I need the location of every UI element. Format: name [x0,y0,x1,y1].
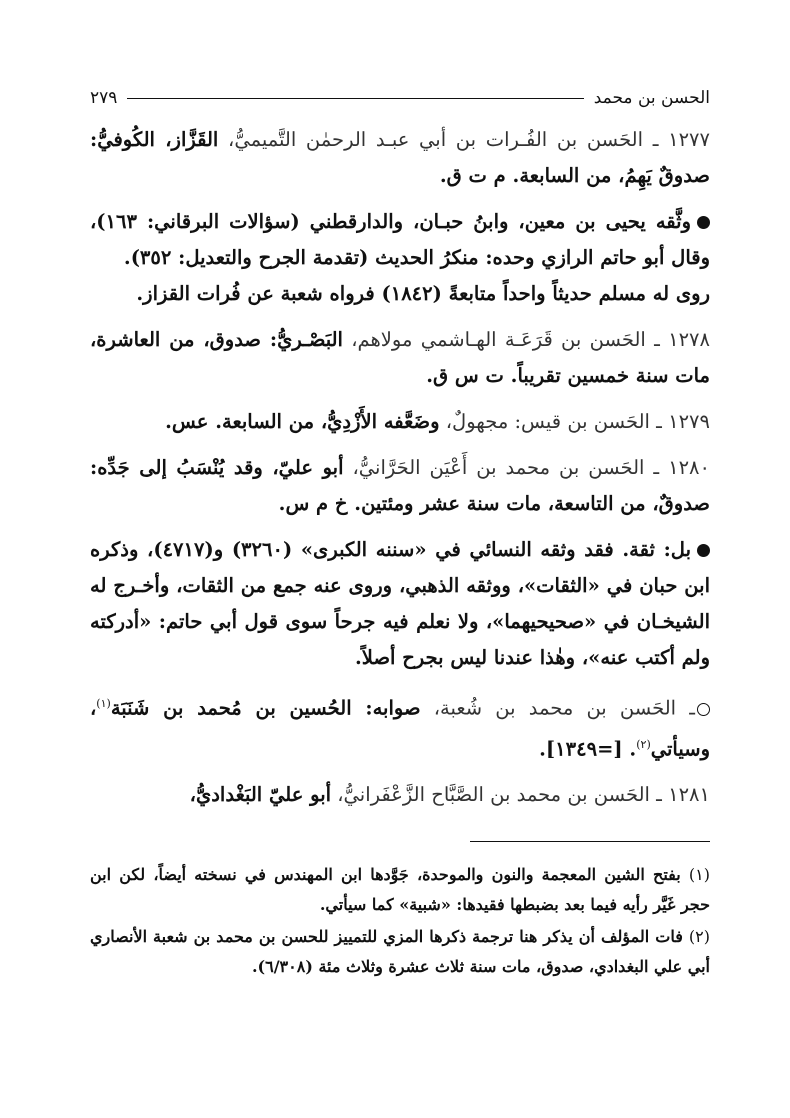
entry-1277 [90,122,710,194]
footnote-ref[interactable]: (٢) [636,737,651,751]
footnote-text: فات المؤلف أن يذكر هنا ترجمة ذكرها المزي للتمييز للحسن بن محمد بن شعبة الأنصاري أبي علي البغدادي، صدوق، مات سنة ثلاث عشرة وثلاث مئة (٦/٣٠٨). [90,927,710,976]
header-title: الحسن بن محمد [593,88,710,108]
entry-nisba: القَزَّاز، الكُوفيُّ [97,128,219,151]
comment-note: روى له مسلم حديثاً واحداً متابعةً (١٨٤٢) فرواه شعبة عن فُرات القزاز. [136,282,710,305]
entry-verdict: : صدوق، من العاشرة، مات سنة خمسين تقريباً. ت س ق. [90,328,710,387]
entry-verdict: وضَعَّفه الأَزْدِيُّ، من السابعة. عس. [165,410,440,433]
circle-icon [697,703,710,716]
comment-1280 [90,532,710,676]
entry-1280 [90,450,710,522]
entry-crossref: . [=١٣٤٩]. [539,737,637,760]
entry-shuba [90,686,710,767]
comment-text: وثَّقه يحيى بن معين، وابنُ حبـان، والدارقطني (سؤالات البرقاني: ١٦٣)، وقال أبو حاتم الرازي وحده: منكرُ الحديث (تقدمة الجرح والتعديل: ٣٥٢). [90,210,710,269]
footnote-number: (٢) [688,927,710,946]
entry-see: ، وسيأتي [90,696,710,760]
footnote-1 [90,860,710,920]
running-header [90,82,710,114]
footnote-2 [90,922,710,982]
entry-1278 [90,322,710,394]
entry-name: ـ الحَسن بن محمد بن شُعبة، [420,696,695,720]
bullet-icon [697,544,710,557]
footnote-ref[interactable]: (١) [96,697,111,710]
entry-kunya: أبو عليّ [278,456,344,479]
comment-text: بل: ثقة. فقد وثقه النسائي في «سننه الكبرى» (٣٢٦٠) و(٤٧١٧)، وذكره ابن حبان في «الثقات»، ووثقه الذهبي، وروى عنه جمع من الثقات، وأخـرج له الشيخـان في «صحيحيهما»، ولا نعلم فيه جرحاً سوى قول أبي حاتم: «أدركته ولم أكتب عنه»، وهٰذا عندنا ليس بجرح أصلاً. [90,538,710,669]
entry-kunya: أبو عليّ البَغْداديُّ، [189,783,332,806]
header-rule [127,98,583,99]
entry-correction: صوابه: الحُسين بن مُحمد بن شَنَبَة [110,696,421,720]
page [90,82,710,984]
entry-name: ١٢٧٨ ـ الحَسن بن قَرَعَـة الهـاشمي مولاهم، [342,328,710,351]
entry-verdict: : صدوقٌ يَهِمُ، من السابعة. م ت ق. [90,128,710,187]
entry-1281 [90,777,710,813]
entry-nisba: البَصْـريُّ [277,328,343,351]
entry-verdict: ، وقد يُنْسَبُ إلى جَدِّه: صدوقٌ، من التاسعة، مات سنة عشر ومئتين. خ م س. [90,456,710,515]
comment-1277-note [90,276,710,312]
entry-name: ١٢٧٧ ـ الحَسن بن الفُـرات بن أبي عبـد الرحمٰن التَّميميُّ، [218,128,710,151]
entry-name: ١٢٨١ ـ الحَسن بن محمد بن الصَّبَّاح الزَّعْفَرانيُّ، [331,783,710,806]
page-number: ٢٧٩ [90,88,118,108]
entry-name: ١٢٨٠ ـ الحَسن بن محمد بن أَعْيَن الحَرَّانيُّ، [343,456,710,479]
footnote-rule [470,841,710,842]
entry-name: ١٢٧٩ ـ الحَسن بن قيس: مجهولٌ، [439,410,710,433]
comment-1277 [90,204,710,276]
footnote-text: بفتح الشين المعجمة والنون والموحدة، جَوَّدها ابن المهندس في نسخته أيضاً، لكن ابن حجر غَيَّر رأيه فيما بعد بضبطها فقيدها: «شبية» كما سيأتي. [90,865,710,914]
entry-1279 [90,404,710,440]
footnote-number: (١) [688,865,711,884]
footnotes [90,860,710,982]
bullet-icon [697,216,710,229]
